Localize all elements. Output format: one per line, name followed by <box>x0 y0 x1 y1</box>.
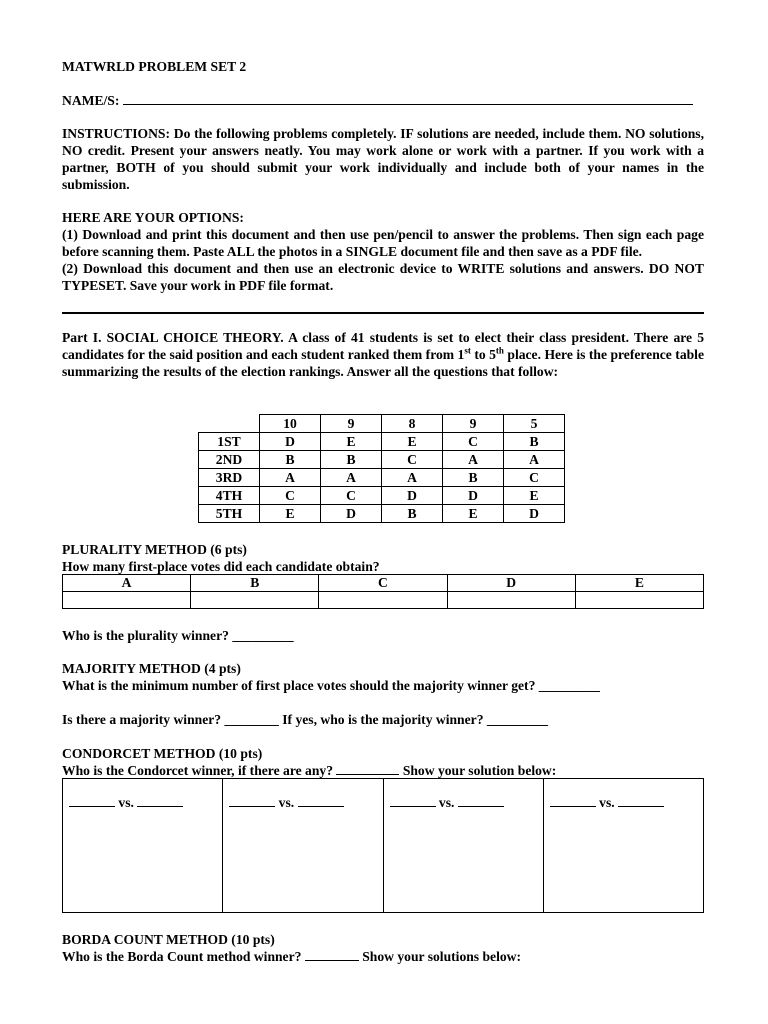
option-2: (2) Download this document and then use an electronic device to WRITE solutions and answers. DO NOT TYPESET. Save your work in PDF file format. <box>62 261 704 293</box>
pref-cell: E <box>443 505 504 523</box>
options-block <box>62 209 704 294</box>
pref-cell: D <box>504 505 565 523</box>
plurality-answer-cell[interactable] <box>63 592 191 609</box>
options-title: HERE ARE YOUR OPTIONS: <box>62 210 244 225</box>
borda-heading: BORDA COUNT METHOD (10 pts) <box>62 932 275 947</box>
doc-title: MATWRLD PROBLEM SET 2 <box>62 59 247 74</box>
pair-blank[interactable] <box>69 795 115 807</box>
pref-count: 9 <box>321 415 382 433</box>
pair-blank[interactable] <box>137 795 183 807</box>
borda-solution-label: Show your solutions below: <box>362 949 522 964</box>
pref-cell: A <box>382 469 443 487</box>
name-row <box>62 92 704 109</box>
part1-text-c: place. Here is the preference table summarizing the results of the election rankings. Answer all the questions that follow: <box>62 347 704 379</box>
condorcet-section <box>62 745 704 779</box>
plurality-candidate: B <box>191 575 319 592</box>
pref-cell: B <box>382 505 443 523</box>
pref-row <box>199 433 565 451</box>
pref-cell: C <box>260 487 321 505</box>
pref-count: 5 <box>504 415 565 433</box>
vs-label: vs. <box>438 795 455 810</box>
majority-section <box>62 660 704 694</box>
condorcet-question <box>62 762 704 779</box>
divider <box>62 312 704 314</box>
vs-label: vs. <box>278 795 295 810</box>
pref-row <box>199 487 565 505</box>
plurality-answer-cell[interactable] <box>191 592 319 609</box>
pref-cell: D <box>443 487 504 505</box>
condorcet-pair-cell <box>544 779 703 912</box>
pref-rank: 5TH <box>199 505 260 523</box>
pref-cell: C <box>321 487 382 505</box>
pair-blank[interactable] <box>550 795 596 807</box>
instructions: INSTRUCTIONS: Do the following problems completely. IF solutions are needed, include them. NO solutions, NO credit. Present your answers neatly. You may work alone or work with a partner. If you work with a partner, BOTH of you should submit your work individually and include both of your names in the submission. <box>62 126 704 192</box>
pair-blank[interactable] <box>229 795 275 807</box>
pref-count-row <box>199 415 565 433</box>
pair-blank[interactable] <box>298 795 344 807</box>
majority-question-2: Is there a majority winner? ________ If yes, who is the majority winner? _________ <box>62 712 549 727</box>
majority-heading: MAJORITY METHOD (4 pts) <box>62 661 241 676</box>
pref-row <box>199 505 565 523</box>
plurality-question: How many first-place votes did each candidate obtain? <box>62 559 380 574</box>
pref-cell: A <box>321 469 382 487</box>
majority-question-1: What is the minimum number of first place votes should the majority winner get? _________ <box>62 678 600 693</box>
vs-label: vs. <box>118 795 134 810</box>
pref-cell: B <box>260 451 321 469</box>
condorcet-solution-box <box>62 778 704 913</box>
plurality-candidate: C <box>319 575 447 592</box>
plurality-candidate: D <box>447 575 575 592</box>
borda-section <box>62 931 704 965</box>
pref-cell: D <box>321 505 382 523</box>
plurality-heading: PLURALITY METHOD (6 pts) <box>62 542 247 557</box>
pair-blank[interactable] <box>458 795 504 807</box>
plurality-candidate: A <box>63 575 191 592</box>
part1-intro <box>62 329 704 380</box>
pref-cell: C <box>504 469 565 487</box>
plurality-candidate: E <box>575 575 703 592</box>
pref-cell: E <box>260 505 321 523</box>
plurality-answer-row <box>63 592 704 609</box>
plurality-winner-question: Who is the plurality winner? _________ <box>62 628 294 643</box>
condorcet-answer-blank[interactable] <box>336 763 399 775</box>
pref-cell: A <box>443 451 504 469</box>
pref-corner <box>199 415 260 433</box>
pref-rank: 2ND <box>199 451 260 469</box>
pref-rank: 4TH <box>199 487 260 505</box>
condorcet-solution-label: Show your solution below: <box>402 763 557 778</box>
pref-rank: 3RD <box>199 469 260 487</box>
option-1: (1) Download and print this document and then use pen/pencil to answer the problems. Then sign each page before scanning them. Paste ALL the photos in a SINGLE document file and then save as a PDF file. <box>62 227 704 259</box>
pref-cell: E <box>382 433 443 451</box>
name-label: NAME/S: <box>62 93 120 108</box>
borda-question <box>62 948 704 965</box>
preference-table <box>198 414 565 523</box>
plurality-answer-cell[interactable] <box>575 592 703 609</box>
pref-cell: C <box>443 433 504 451</box>
plurality-table <box>62 574 704 609</box>
condorcet-pair-cell <box>63 779 223 912</box>
part1-sup-2: th <box>495 345 504 356</box>
part1-text-b: to 5 <box>470 347 496 362</box>
part1-text-a: Part I. SOCIAL CHOICE THEORY. A class of 41 students is set to elect their class president. There are 5 candidates for the said position and each student ranked them from 1 <box>62 330 704 362</box>
pref-cell: E <box>504 487 565 505</box>
name-blank[interactable] <box>123 92 693 105</box>
condorcet-pair-cell <box>384 779 544 912</box>
pref-cell: B <box>504 433 565 451</box>
pref-rank: 1ST <box>199 433 260 451</box>
pref-count: 9 <box>443 415 504 433</box>
pref-row <box>199 469 565 487</box>
part1-sup-1: st <box>464 345 471 356</box>
pair-blank[interactable] <box>618 795 664 807</box>
pref-cell: B <box>321 451 382 469</box>
plurality-section-header <box>62 541 704 575</box>
pref-count: 10 <box>260 415 321 433</box>
pref-cell: E <box>321 433 382 451</box>
pref-cell: A <box>260 469 321 487</box>
pref-cell: C <box>382 451 443 469</box>
borda-question-text: Who is the Borda Count method winner? <box>62 949 302 964</box>
condorcet-question-text: Who is the Condorcet winner, if there are any? <box>62 763 333 778</box>
vs-label: vs. <box>599 795 615 810</box>
pair-blank[interactable] <box>390 795 436 807</box>
pref-row <box>199 451 565 469</box>
pref-cell: D <box>382 487 443 505</box>
pref-cell: D <box>260 433 321 451</box>
plurality-header-row <box>63 575 704 592</box>
plurality-answer-cell[interactable] <box>319 592 447 609</box>
condorcet-pair-cell <box>223 779 383 912</box>
pref-cell: A <box>504 451 565 469</box>
plurality-answer-cell[interactable] <box>447 592 575 609</box>
condorcet-heading: CONDORCET METHOD (10 pts) <box>62 746 263 761</box>
pref-count: 8 <box>382 415 443 433</box>
borda-answer-blank[interactable] <box>305 949 359 961</box>
pref-cell: B <box>443 469 504 487</box>
